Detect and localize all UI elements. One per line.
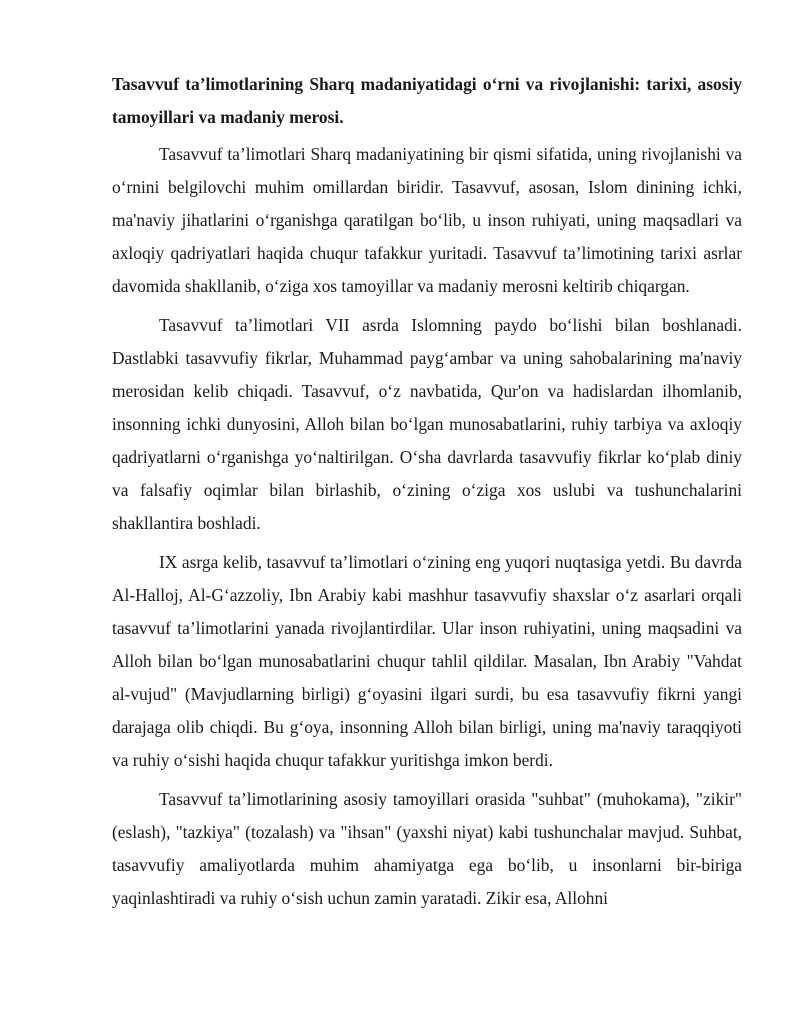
paragraph-4: Tasavvuf ta’limotlarining asosiy tamoyillari orasida "suhbat" (muhokama), "zikir" (eslash), "tazkiya" (tozalash) va "ihsan" (yaxshi niyat) kabi tushunchalar mavjud. Suhbat, tasavvufiy amaliyotlarda muhim ahamiyatga ega bo‘lib, u insonlarni bir-biriga yaqinlashtiradi va ruhiy o‘sish uchun zamin yaratadi. Zikir esa, Allohni <box>112 789 742 908</box>
paragraph-1: Tasavvuf ta’limotlari Sharq madaniyatining bir qismi sifatida, uning rivojlanishi va o‘rnini belgilovchi muhim omillardan biridir. Tasavvuf, asosan, Islom dinining ichki, ma'naviy jihatlarini o‘rganishga qaratilgan bo‘lib, u inson ruhiyati, uning maqsadlari va axloqiy qadriyatlari haqida chuqur tafakkur yuritadi. Tasavvuf ta’limotining tarixi asrlar davomida shakllanib, o‘ziga xos tamoyillar va madaniy merosni keltirib chiqargan. <box>112 144 742 296</box>
paragraph-2: Tasavvuf ta’limotlari VII asrda Islomning paydo bo‘lishi bilan boshlanadi. Dastlabki tasavvufiy fikrlar, Muhammad payg‘ambar va uning sahobalarining ma'naviy merosidan kelib chiqadi. Tasavvuf, o‘z navbatida, Qur'on va hadislardan ilhomlanib, insonning ichki dunyosini, Alloh bilan bo‘lgan munosabatlarini, ruhiy tarbiya va axloqiy qadriyatlarni o‘rganishga yo‘naltirilgan. O‘sha davrlarda tasavvufiy fikrlar ko‘plab diniy va falsafiy oqimlar bilan birlashib, o‘zining o‘ziga xos uslubi va tushunchalarini shakllantira boshladi. <box>112 315 742 533</box>
document-title: Tasavvuf ta’limotlarining Sharq madaniyatidagi o‘rni va rivojlanishi: tarixi, asosiy tamoyillari va madaniy merosi. <box>112 74 742 127</box>
document-page <box>112 68 742 921</box>
paragraph-3: IX asrga kelib, tasavvuf ta’limotlari o‘zining eng yuqori nuqtasiga yetdi. Bu davrda Al-Halloj, Al-G‘azzoliy, Ibn Arabiy kabi mashhur tasavvufiy shaxslar o‘z asarlari orqali tasavvuf ta’limotlarini yanada rivojlantirdilar. Ular inson ruhiyatini, uning maqsadini va Alloh bilan bo‘lgan munosabatlarini chuqur tahlil qildilar. Masalan, Ibn Arabiy "Vahdat al-vujud" (Mavjudlarning birligi) g‘oyasini ilgari surdi, bu esa tasavvufiy fikrni yangi darajaga olib chiqdi. Bu g‘oya, insonning Alloh bilan birligi, uning ma'naviy taraqqiyoti va ruhiy o‘sishi haqida chuqur tafakkur yuritishga imkon berdi. <box>112 552 742 770</box>
